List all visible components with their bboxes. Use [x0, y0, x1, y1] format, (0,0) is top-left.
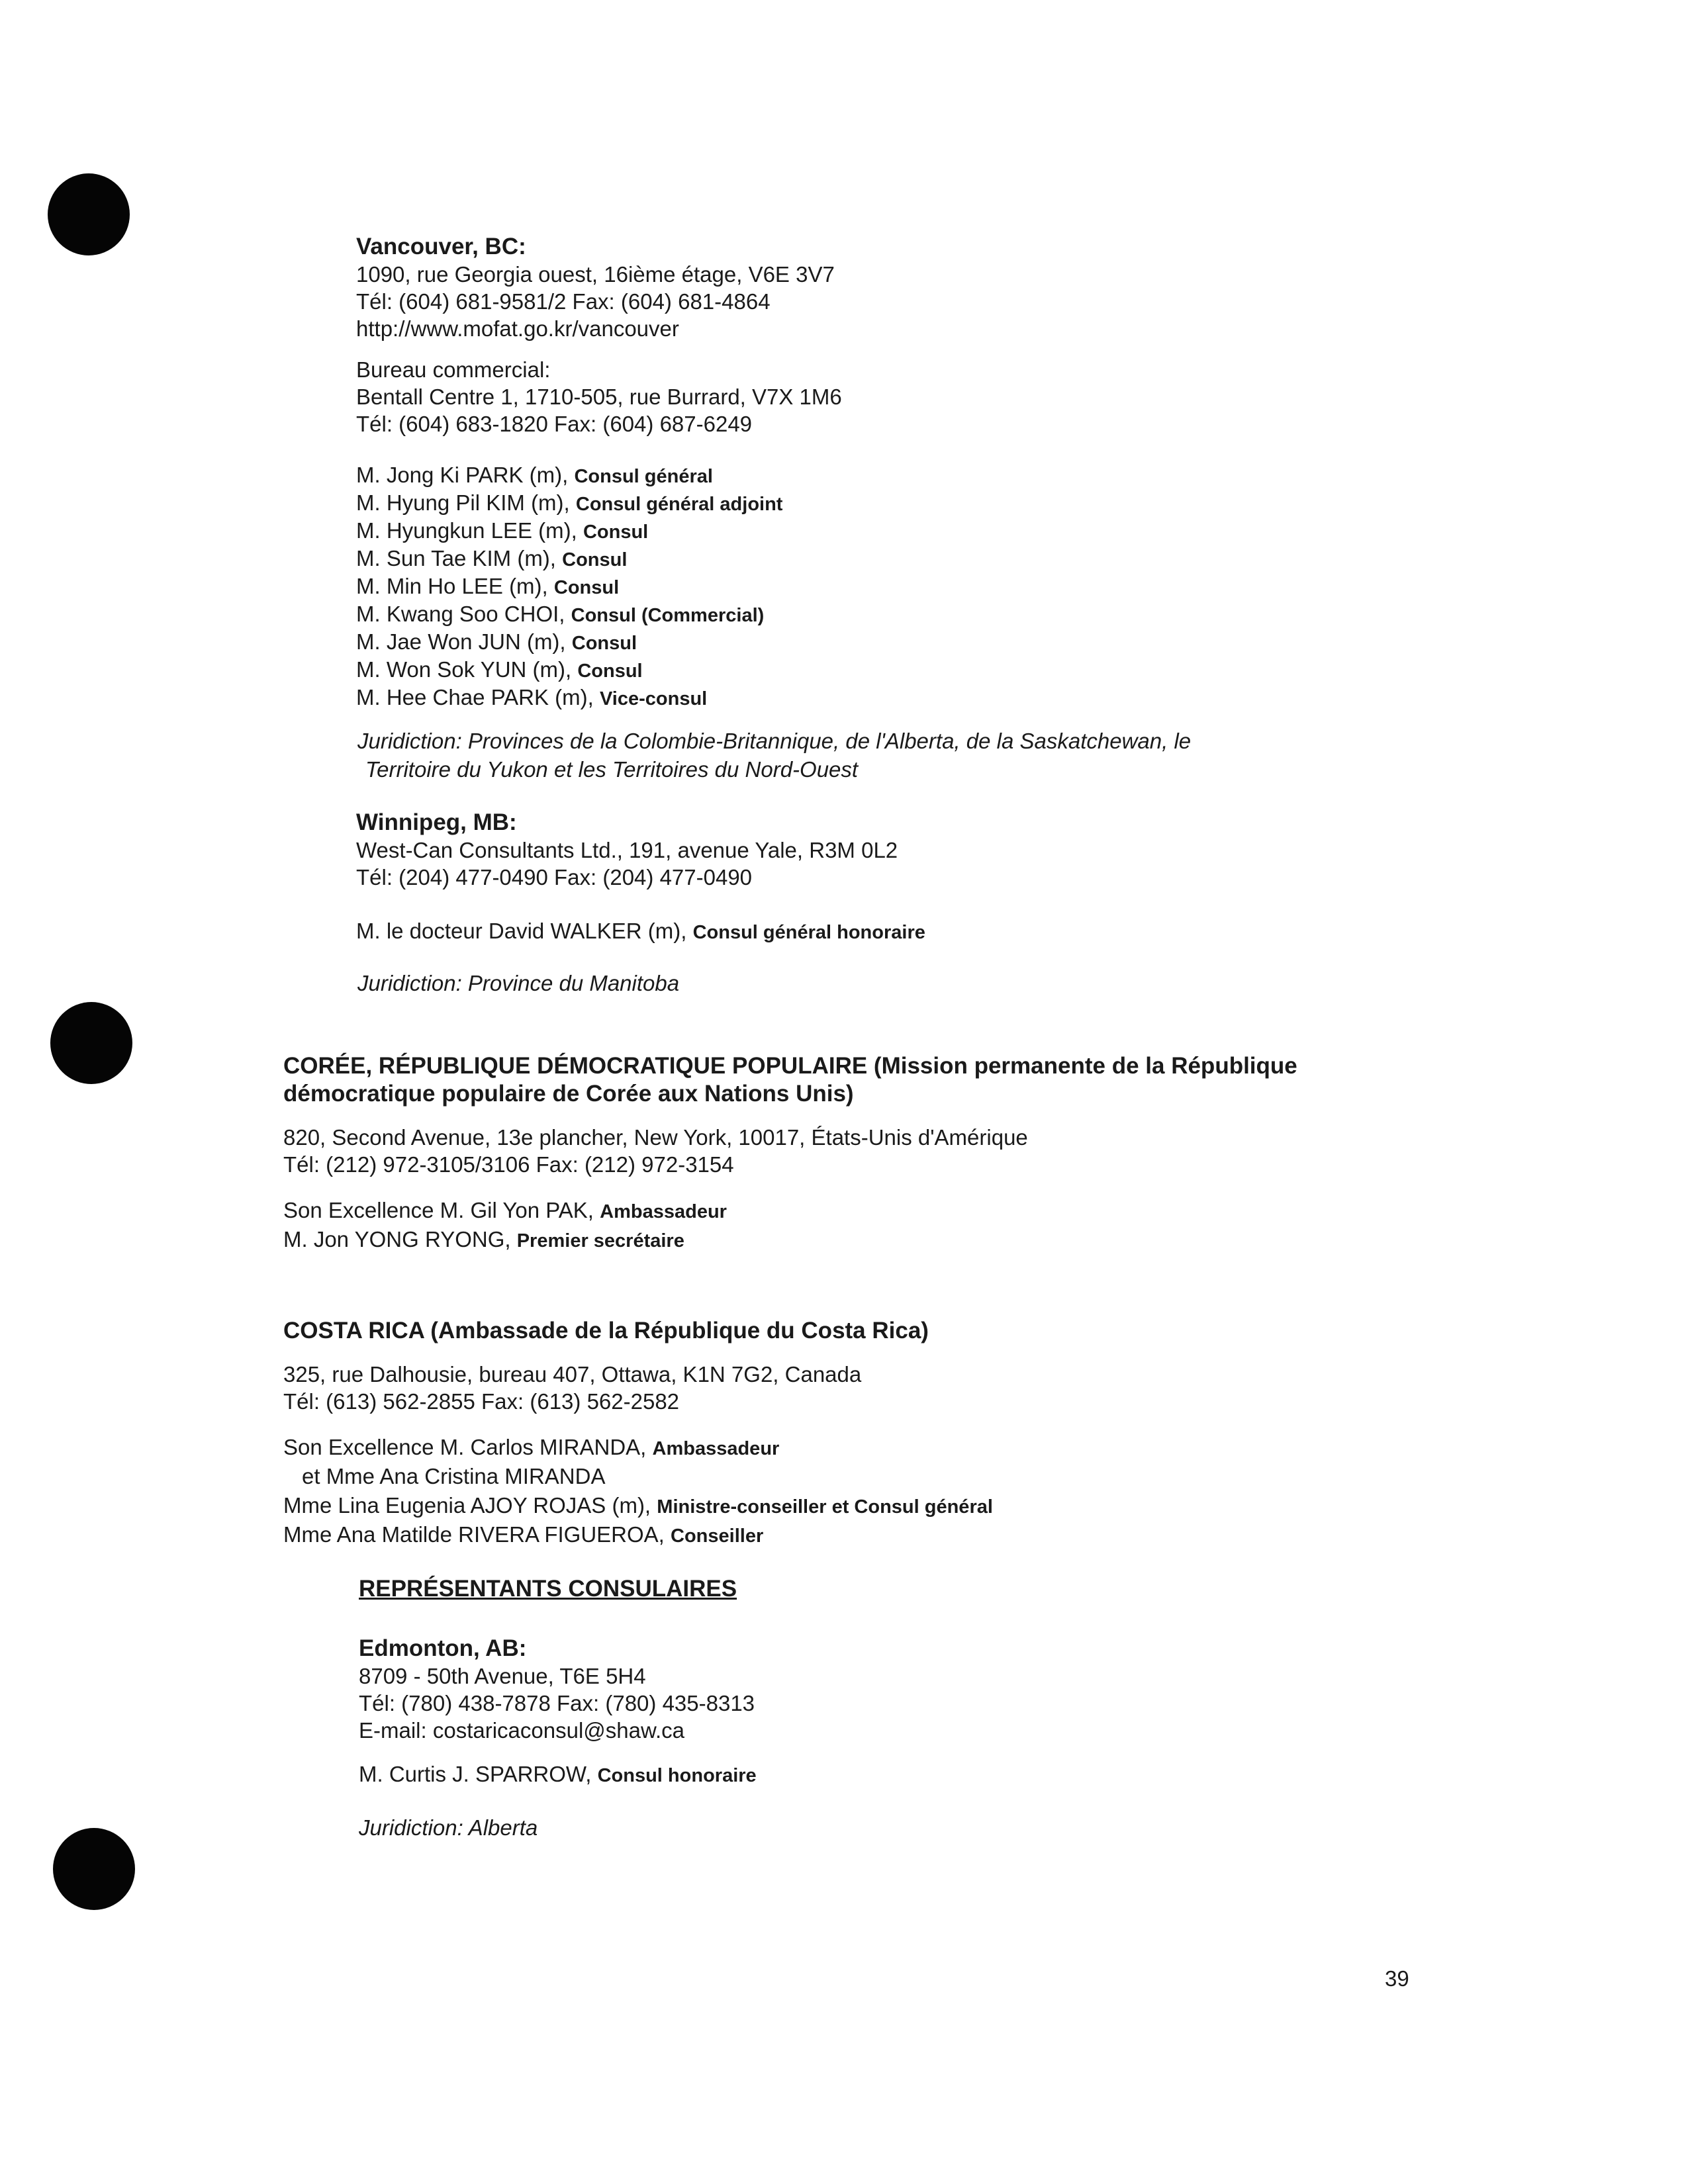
- staff-entry: M. Hyungkun LEE (m), Consul: [356, 518, 649, 543]
- address-line: 820, Second Avenue, 13e plancher, New York, 10017, États-Unis d'Amérique: [283, 1125, 1028, 1150]
- punch-hole-bottom: [53, 1828, 135, 1910]
- winnipeg-staff-list: [356, 917, 925, 946]
- edmonton-jurisdiction: [359, 1813, 538, 1842]
- staff-entry: M. Jon YONG RYONG, Premier secrétaire: [283, 1227, 684, 1251]
- staff-entry: M. Sun Tae KIM (m), Consul: [356, 546, 628, 570]
- punch-hole-top: [48, 173, 130, 255]
- jurisdiction-line: Territoire du Yukon et les Territoires du Nord-Ouest: [365, 757, 859, 782]
- staff-entry: M. Kwang Soo CHOI, Consul (Commercial): [356, 602, 765, 626]
- address-line: 8709 - 50th Avenue, T6E 5H4: [359, 1664, 646, 1688]
- staff-entry: Son Excellence M. Carlos MIRANDA, Ambassadeur: [283, 1435, 780, 1459]
- edmonton-heading: Edmonton, AB:: [359, 1635, 527, 1661]
- bureau-address: Bentall Centre 1, 1710-505, rue Burrard, V7X 1M6: [356, 385, 842, 409]
- staff-entry: M. Curtis J. SPARROW, Consul honoraire: [359, 1762, 757, 1786]
- phone-line: Tél: (212) 972-3105/3106 Fax: (212) 972-3154: [283, 1152, 734, 1177]
- staff-entry: M. Jae Won JUN (m), Consul: [356, 629, 637, 654]
- consular-representatives-heading: REPRÉSENTANTS CONSULAIRES: [359, 1576, 737, 1602]
- bureau-phone: Tél: (604) 683-1820 Fax: (604) 687-6249: [356, 412, 753, 436]
- edmonton-section: [359, 1635, 755, 1744]
- edmonton-staff-list: [359, 1760, 757, 1790]
- staff-entry: Mme Ana Matilde RIVERA FIGUEROA, Conseiller: [283, 1522, 764, 1547]
- bureau-label: Bureau commercial:: [356, 357, 551, 382]
- punch-hole-middle: [50, 1002, 132, 1084]
- page-number: 39: [1385, 1966, 1409, 1991]
- staff-entry: M. Min Ho LEE (m), Consul: [356, 574, 620, 598]
- jurisdiction-line: Juridiction: Alberta: [359, 1815, 538, 1840]
- address-line: 325, rue Dalhousie, bureau 407, Ottawa, K1N 7G2, Canada: [283, 1362, 862, 1387]
- staff-entry: Son Excellence M. Gil Yon PAK, Ambassadeur: [283, 1198, 727, 1222]
- vancouver-section: [356, 233, 835, 342]
- vancouver-heading: Vancouver, BC:: [356, 234, 526, 259]
- phone-line: Tél: (613) 562-2855 Fax: (613) 562-2582: [283, 1389, 680, 1414]
- staff-entry: Mme Lina Eugenia AJOY ROJAS (m), Ministre-conseiller et Consul général: [283, 1493, 993, 1518]
- phone-line: Tél: (204) 477-0490 Fax: (204) 477-0490: [356, 865, 753, 889]
- winnipeg-heading: Winnipeg, MB:: [356, 809, 517, 835]
- vancouver-staff-list: [356, 462, 782, 712]
- jurisdiction-line: Juridiction: Province du Manitoba: [357, 971, 680, 995]
- winnipeg-jurisdiction: [357, 969, 679, 997]
- email-line: E-mail: costaricaconsul@shaw.ca: [359, 1718, 685, 1743]
- winnipeg-section: [356, 809, 898, 891]
- costa-rica-address: [283, 1361, 861, 1415]
- coree-heading: CORÉE, RÉPUBLIQUE DÉMOCRATIQUE POPULAIRE (Mission permanente de la République démocratique populaire de Corée aux Nations Unis): [283, 1053, 1297, 1107]
- address-line: 1090, rue Georgia ouest, 16ième étage, V6E 3V7: [356, 262, 835, 287]
- staff-entry: et Mme Ana Cristina MIRANDA: [302, 1464, 606, 1488]
- website-link[interactable]: http://www.mofat.go.kr/vancouver: [356, 316, 679, 341]
- staff-entry: M. Jong Ki PARK (m), Consul général: [356, 463, 713, 487]
- phone-line: Tél: (604) 681-9581/2 Fax: (604) 681-4864: [356, 289, 771, 314]
- costa-rica-heading: COSTA RICA (Ambassade de la République du Costa Rica): [283, 1318, 929, 1343]
- vancouver-jurisdiction: [357, 727, 1191, 784]
- staff-entry: M. Hyung Pil KIM (m), Consul général adjoint: [356, 490, 783, 515]
- coree-staff-list: [283, 1197, 727, 1255]
- address-line: West-Can Consultants Ltd., 191, avenue Yale, R3M 0L2: [356, 838, 898, 862]
- staff-entry: M. Hee Chae PARK (m), Vice-consul: [356, 685, 708, 709]
- jurisdiction-line: Juridiction: Provinces de la Colombie-Britannique, de l'Alberta, de la Saskatchewan, le: [357, 729, 1192, 753]
- costa-rica-staff-list: [283, 1433, 993, 1550]
- staff-entry: M. le docteur David WALKER (m), Consul général honoraire: [356, 919, 925, 943]
- phone-line: Tél: (780) 438-7878 Fax: (780) 435-8313: [359, 1691, 755, 1715]
- coree-address: [283, 1124, 1028, 1178]
- staff-entry: M. Won Sok YUN (m), Consul: [356, 657, 643, 682]
- vancouver-bureau: [356, 356, 842, 437]
